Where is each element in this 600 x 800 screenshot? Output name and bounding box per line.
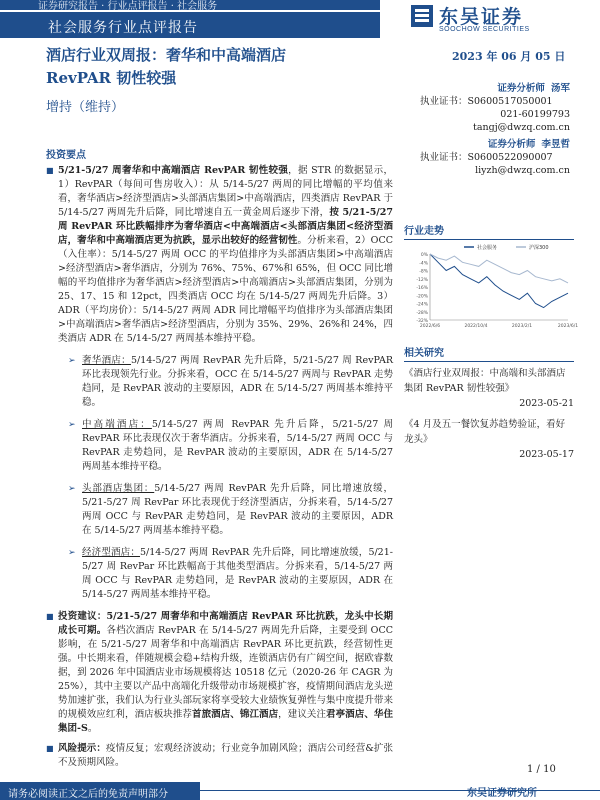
analyst-role: 证券分析师 — [497, 83, 545, 94]
brand-name: 东吴证券 — [439, 6, 524, 28]
report-date: 2023 年 06 月 05 日 — [452, 50, 566, 63]
footer-firm: 东吴证券研究所 — [467, 788, 537, 799]
analyst-email[interactable]: liyzh@dwzq.com.cn — [475, 165, 570, 176]
disclaimer-bar — [0, 782, 200, 800]
category-bar — [0, 12, 380, 38]
logo-mark-icon — [411, 5, 433, 27]
analyst-phone: 021-60199793 — [500, 109, 570, 120]
y-tick-label: -4% — [419, 261, 428, 267]
y-tick-label: -24% — [416, 302, 428, 308]
legend-label-0: 社会服务 — [477, 245, 498, 251]
risk-paragraph: ■ 风险提示：疫情反复；宏观经济波动；行业竞争加剧风险；酒店公司经营&扩张不及预期风险。 — [46, 742, 393, 770]
analyst-role: 证券分析师 — [487, 139, 536, 150]
sub-item-luxury: ➢ 奢华酒店：5/14-5/27 两周 RevPAR 先升后降，5/21-5/27 周 RevPAR 环比表现领先行业。分拆来看，OCC 在 5/14-5/27 两周与 RevPAR 走势趋同，是 RevPAR 波动的主要原因，ADR 在 5/14-5/27 两周基本维持平稳。 — [46, 354, 393, 410]
x-tick-label: 2023/6/1 — [557, 324, 579, 329]
report-title-line1: 酒店行业双周报：奢华和中高端酒店 — [46, 46, 287, 64]
top-crumbs-bar — [0, 0, 380, 10]
related-item[interactable]: 《4 月及五一餐饮复苏趋势验证，看好龙头》 — [404, 419, 566, 445]
related-section — [404, 344, 574, 462]
rating: 增持（维持） — [46, 100, 125, 115]
top-crumbs: 证券研究报告 · 行业点评报告 · 社会服务 — [38, 1, 218, 12]
x-tick-label: 2022/10/4 — [464, 324, 488, 329]
y-tick-label: -8% — [419, 269, 428, 275]
disclaimer-text: 请务必阅读正文之后的免责声明部分 — [8, 789, 168, 800]
y-tick-label: -20% — [416, 294, 428, 300]
series-line-0 — [430, 254, 568, 308]
analyst-name: 李昱哲 — [541, 139, 570, 150]
section-title: 投资要点 — [46, 150, 86, 161]
summary-body — [46, 164, 393, 770]
page-number: 1 / 10 — [527, 764, 556, 775]
summary-paragraph-1: ■ 5/21-5/27 周奢华和中高端酒店 RevPAR 韧性较强，据 STR 的数据显示，1）RevPAR（每间可售房收入）：从 5/14-5/27 两周的同比增幅的平均值来看，奢华酒店>经济型酒店>头部酒店集团>中高端酒店，四类酒店 RevPAR 于 5/14-5/27 两周先升后降，同比增速自五一黄金周后逐步下滑，按 5/21-5/27 周 RevPAR 环比跌幅排序为奢华酒店<中高端酒店<头部酒店集团<经济型酒店，奢华和中高端酒店更为抗跌，显示出较好的经营韧性。分析来看，2）OCC（入住率）：5/14-5/27 两周 OCC 的平均值排序为头部酒店集团>中高端酒店>经济型酒店>奢华酒店，分别为 76%、75%、67%和 65%，但 OCC 同比增幅的平均值排序为奢华酒店>经济型酒店>中高端酒店>头部酒店集团，分别为 25、17、15 和 12pct，四类酒店 OCC 均在 5/14-5/27 两周先升后降。3）ADR（平均房价）：5/14-5/27 两周 ADR 同比增幅平均值排序为头部酒店集团>中高端酒店>奢华酒店>经济型酒店，分别为 35%、29%、26%和 24%，四类酒店 ADR 在 5/14-5/27 两周基本维持平稳。 — [46, 164, 393, 346]
analyst-2 — [420, 138, 570, 177]
legend-label-1: 沪深300 — [529, 245, 549, 251]
related-list — [404, 366, 574, 462]
analyst-cert: 执业证书：S0600517050001 — [420, 96, 553, 107]
y-tick-label: -16% — [416, 286, 428, 291]
y-tick-label: 0% — [420, 253, 428, 258]
report-title — [46, 44, 406, 90]
y-tick-label: -32% — [416, 319, 428, 324]
related-date: 2023-05-21 — [519, 398, 574, 409]
analyst-1 — [420, 82, 570, 134]
related-title: 相关研究 — [404, 344, 574, 362]
analyst-email[interactable]: tangj@dwzq.com.cn — [473, 122, 570, 133]
x-tick-label: 2023/2/1 — [511, 324, 533, 329]
analyst-cert: 执业证书：S0600522090007 — [420, 152, 553, 163]
related-item[interactable]: 《酒店行业双周报：中高端和头部酒店集团 RevPAR 韧性较强》 — [404, 368, 566, 394]
summary-paragraph-2: ■ 投资建议：5/21-5/27 周奢华和中高端酒店 RevPAR 环比抗跌，龙头中长期成长可期。各档次酒店 RevPAR 在 5/14-5/27 两周先升后降，主要受到 OCC 影响，在 5/21-5/27 周奢华和中高端酒店 RevPAR 环比更抗跌，经营韧性更强。中长期来看，伴随规模会稳+结构升级，连锁酒店仍有广阔空间，据欧睿数据，到 2026 年中国酒店业市场规模将达 10518 亿元（2020-26 年 CAGR 为 25%），其中主要以产品中高端化升级带动市场规模扩容，疫情期间酒店龙头逆势加速扩张，我们认为行业头部玩家将享受较大业绩恢复弹性与集中度提升带来的规模效应红利，酒店板块推荐首旅酒店、锦江酒店，建议关注君亭酒店、华住集团-S。 — [46, 610, 393, 736]
brand-name-en: SOOCHOW SECURITIES — [439, 26, 530, 33]
y-tick-label: -12% — [416, 277, 428, 283]
related-date: 2023-05-17 — [519, 449, 574, 460]
brand-logo — [411, 2, 561, 36]
trend-section — [404, 222, 579, 336]
trend-chart — [404, 240, 579, 332]
report-title-line2: RevPAR 韧性较强 — [46, 69, 177, 87]
category-title: 社会服务行业点评报告 — [48, 20, 198, 36]
footer-rule — [200, 790, 600, 791]
x-tick-label: 2022/6/6 — [419, 324, 441, 329]
trend-title: 行业走势 — [404, 222, 574, 240]
sub-item-economy: ➢ 经济型酒店：5/14-5/27 两周 RevPAR 先升后降，同比增速放缓，5/21-5/27 周 RevPar 环比跌幅高于其他类型酒店。分拆来看，5/14-5/27 两周 OCC 与 RevPAR 走势趋同，是 RevPAR 波动的主要原因，ADR 在 5/14-5/27 两周基本维持平稳。 — [46, 546, 393, 602]
y-tick-label: -28% — [416, 310, 428, 316]
analyst-name: 汤军 — [550, 83, 570, 94]
sub-item-groups: ➢ 头部酒店集团：5/14-5/27 两周 RevPAR 先升后降，同比增速放缓，5/21-5/27 周 RevPar 环比表现优于经济型酒店，分拆来看，5/14-5/27 两周 OCC 与 RevPAR 走势趋同，是 RevPAR 波动的主要原因，ADR 在 5/14-5/27 两周基本维持平稳。 — [46, 482, 393, 538]
sub-item-midscale: ➢ 中高端酒店：5/14-5/27 两周 RevPAR 先升后降，5/21-5/27 周 RevPAR 环比表现仅次于奢华酒店。分拆来看，5/14-5/27 两周 OCC 与 RevPAR 走势趋同，是 RevPAR 波动的主要原因，ADR 在 5/14-5/27 两周基本维持平稳。 — [46, 418, 393, 474]
